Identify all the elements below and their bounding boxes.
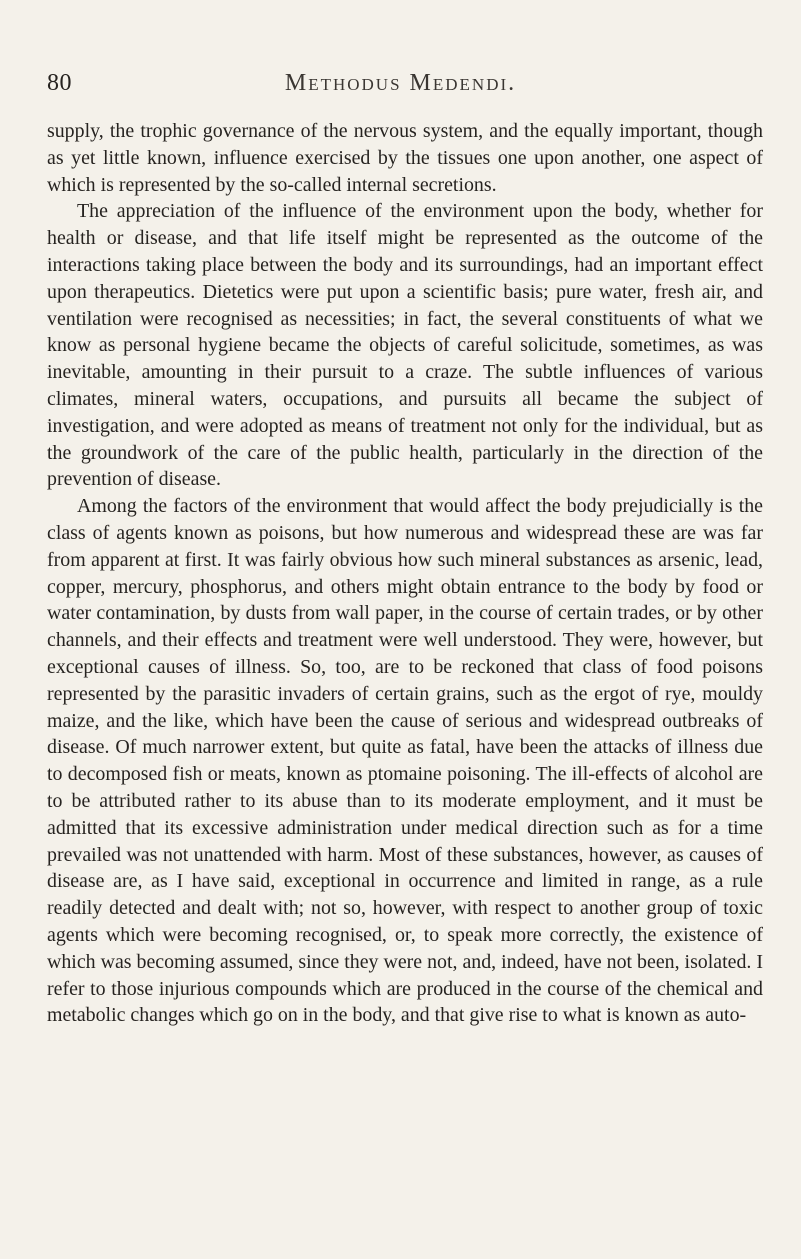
paragraph-continuation: supply, the trophic governance of the nervous system, and the equally important, though as yet little known, influence exercised by the tissues one upon another, one aspect of which is represented by the so-called internal secretions. <box>47 120 763 196</box>
running-head-title: Methodus Medendi. <box>284 70 517 96</box>
page-number: 80 <box>47 70 72 96</box>
body-text <box>47 118 763 1029</box>
paragraph-poisons: Among the factors of the environment that would affect the body prejudicially is the class of agents known as poisons, but how numerous and widespread these are was far from apparent at first. It was fairly obvious how such mineral substances as arsenic, lead, copper, mercury, phosphorus, and others might obtain entrance to the body by food or water contamination, by dusts from wall paper, in the course of certain trades, or by other channels, and their effects and treatment were well understood. They were, however, but exceptional causes of illness. So, too, are to be reckoned that class of food poisons represented by the parasitic invaders of certain grains, such as the ergot of rye, mouldy maize, and the like, which have been the cause of serious and widespread outbreaks of disease. Of much narrower extent, but quite as fatal, have been the attacks of illness due to decomposed fish or meats, known as ptomaine poisoning. The ill-effects of alcohol are to be attributed rather to its abuse than to its moderate employment, and it must be admitted that its excessive administration under medical direction such as for a time prevailed was not unattended with harm. Most of these substances, however, as causes of disease are, as I have said, exceptional in occurrence and limited in range, as a rule readily detected and dealt with; not so, however, with respect to another group of toxic agents which were becoming recognised, or, to speak more correctly, the existence of which was becoming assumed, since they were not, and, indeed, have not been, isolated. I refer to those injurious compounds which are produced in the course of the chemical and metabolic changes which go on in the body, and that give rise to what is known as auto- <box>47 495 763 1027</box>
paragraph-environment: The appreciation of the influence of the environment upon the body, whether for health or disease, and that life itself might be represented as the outcome of the interactions taking place between the body and its surroundings, had an important effect upon therapeutics. Dietetics were put upon a scientific basis; pure water, fresh air, and ventilation were recognised as necessities; in fact, the several constituents of what we know as personal hygiene became the objects of careful solicitude, sometimes, as was inevitable, amounting in their pursuit to a craze. The subtle influences of various climates, mineral waters, occupations, and pursuits all became the subject of investigation, and were adopted as means of treatment not only for the individual, but as the groundwork of the care of the public health, particularly in the direction of the prevention of disease. <box>47 200 763 491</box>
